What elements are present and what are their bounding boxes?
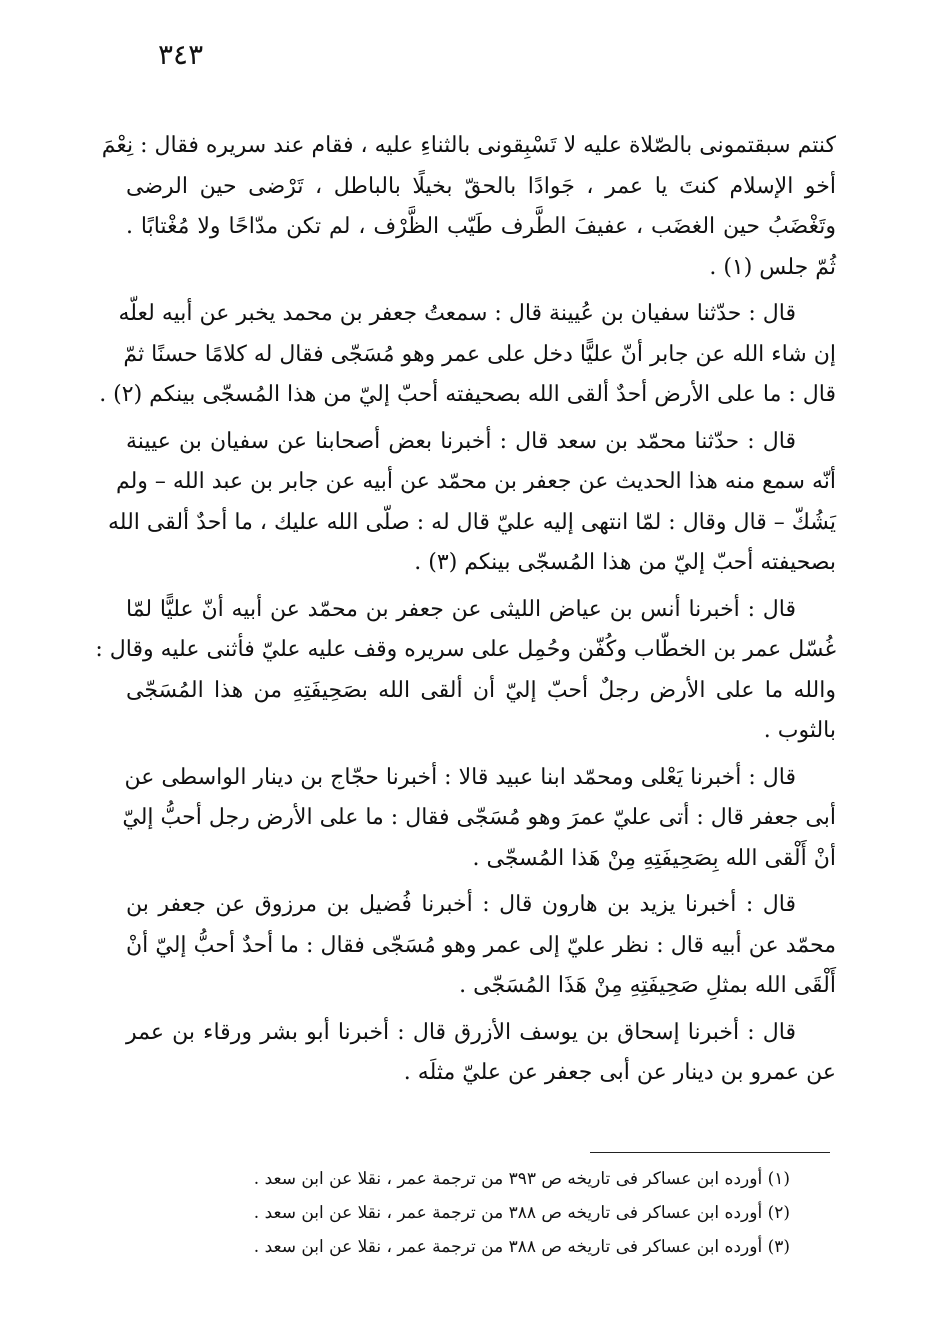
body-text — [95, 126, 836, 1094]
text-line: قال : حدّثنا محمّد بن سعد قال : أخبرنا بعض أصحابنا عن سفيان بن عيينة — [126, 428, 796, 454]
paragraph — [126, 1013, 836, 1094]
text-line: قال : أخبرنا إسحاق بن يوسف الأزرق قال : أخبرنا أبو بشر ورقاء بن عمر — [126, 1019, 797, 1045]
paragraph — [122, 758, 836, 880]
text-line: قال : ما على الأرض أحدٌ ألقى الله بصحيفته أحبّ إليّ من هذا المُسجّى بينكم (٢) . — [99, 382, 836, 407]
text-line: بالثوب . — [763, 718, 836, 743]
text-line: أنْ أَلْقى الله بِصَحِيفَتِهِ مِنْ هَذا المُسجّى . — [472, 845, 836, 871]
text-line: غُسّل عمر بن الخطّاب وكُفّن وحُمِل على سريره وقف عليه عليّ فأثنى عليه وقال : — [95, 637, 836, 662]
paragraph — [108, 422, 836, 584]
paragraph — [95, 590, 836, 752]
text-line: محمّد عن أبيه قال : نظر عليّ إلى عمر وهو مُسَجّى فقال : ما أحدٌ أحبُّ إليّ أنْ — [126, 932, 836, 958]
footnote-divider — [590, 1152, 830, 1153]
text-line: بصحيفته أحبّ إليّ من هذا المُسجّى بينكم (٣) . — [414, 550, 836, 575]
text-line: إن شاء الله عن جابر أنّ عليًّا دخل على عمر وهو مُسَجّى فقال له كلامًا حسنًا ثمّ — [123, 341, 836, 367]
footnote: (٣) أورده ابن عساكر فى تاريخه ص ٣٨٨ من ترجمة عمر ، نقلا عن ابن سعد . — [253, 1237, 790, 1257]
text-line: أخو الإسلام كنتَ يا عمر ، جَوادًا بالحقّ بخيلًا بالباطل ، تَرْضى حين الرضى — [126, 173, 836, 199]
footnotes — [180, 1162, 790, 1264]
page-number: ٣٤٣ — [158, 38, 204, 71]
paragraph — [99, 294, 836, 416]
text-line: أَلْقَى الله بمثلِ صَحِيفَتِهِ مِنْ هَذَا المُسَجّى . — [459, 973, 836, 998]
text-line: كنتم سبقتمونى بالصّلاة عليه لا تَسْبِقونى بالثناءِ عليه ، فقام عند سريره فقال : نِعْمَ — [101, 133, 836, 158]
footnote: (١) أورده ابن عساكر فى تاريخه ص ٣٩٣ من ترجمة عمر ، نقلا عن ابن سعد . — [253, 1169, 790, 1189]
text-line: وتَغْضَبُ حين الغضَب ، عفيفَ الطَّرف طَيّب الظَّرْف ، لم تكن مدّاحًا ولا مُغْتابًا . — [126, 214, 836, 239]
text-line: يَشُكّ – قال وقال : لمّا انتهى إليه عليّ قال له : صلّى الله عليك ، ما أحدٌ ألقى الله — [108, 509, 836, 535]
text-line: قال : حدّثنا سفيان بن عُيينة قال : سمعتُ جعفر بن محمد يخبر عن أبيه لعلّه — [118, 301, 796, 326]
paragraph — [101, 126, 836, 288]
text-line: قال : أخبرنا يَعْلى ومحمّد ابنا عبيد قالا : أخبرنا حجّاج بن دينار الواسطى عن — [124, 764, 796, 790]
text-line: عن عمرو بن دينار عن أبى جعفر عن عليّ مثلَه . — [403, 1060, 836, 1085]
text-line: ثُمّ جلس (١) . — [709, 254, 836, 280]
text-line: قال : أخبرنا أنس بن عياض الليثى عن جعفر بن محمّد عن أبيه أنّ عليًّا لمّا — [126, 596, 796, 622]
text-line: قال : أخبرنا يزيد بن هارون قال : أخبرنا فُضيل بن مرزوق عن جعفر بن — [126, 892, 796, 917]
footnote: (٢) أورده ابن عساكر فى تاريخه ص ٣٨٨ من ترجمة عمر ، نقلا عن ابن سعد . — [253, 1203, 790, 1223]
text-line: والله ما على الأرض رجلٌ أحبّ إليّ أن ألقى الله بصَحِيفَتِهِ من هذا المُسَجّى — [126, 677, 836, 703]
text-line: أنّه سمع منه هذا الحديث عن جعفر بن محمّد عن أبيه عن جابر بن عبد الله – ولم — [115, 469, 836, 494]
text-line: أبى جعفر قال : أتى عليّ عمرَ وهو مُسَجّى فقال : ما على الأرض رجل أحبُّ إليّ — [122, 805, 836, 830]
paragraph — [126, 885, 836, 1007]
